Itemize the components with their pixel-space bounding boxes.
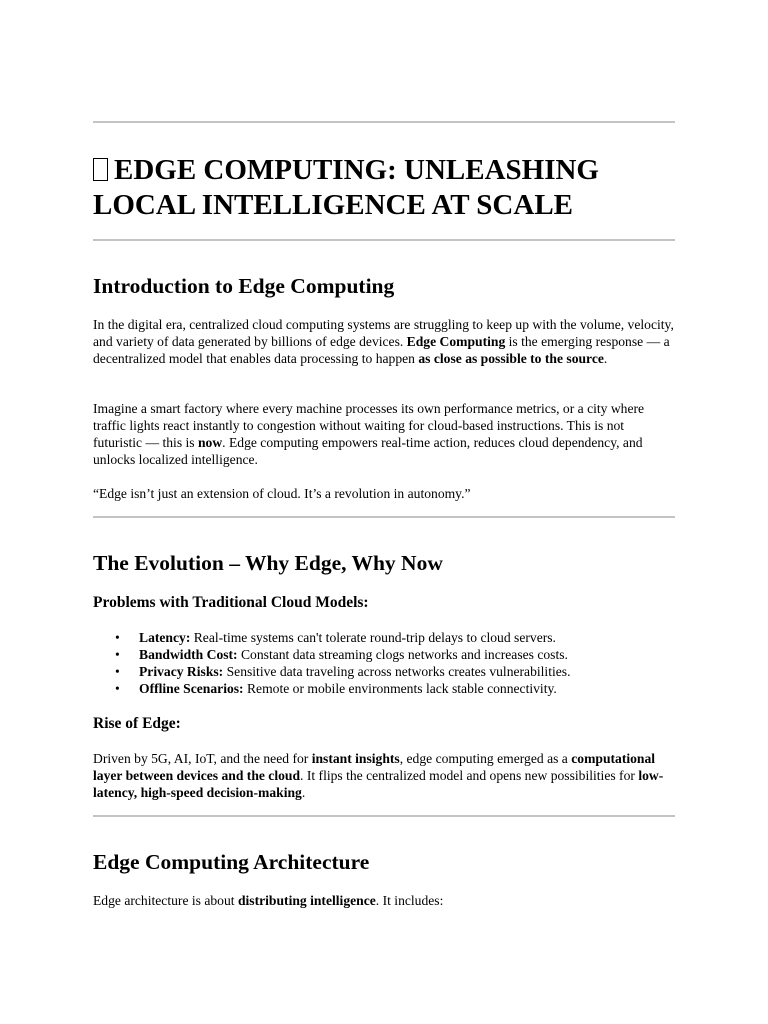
text-run: . It flips the centralized model and opens new possibilities for bbox=[300, 768, 639, 783]
list-item bbox=[93, 680, 571, 697]
section-heading-architecture: Edge Computing Architecture bbox=[93, 850, 370, 874]
bullet-label: Latency: bbox=[139, 630, 191, 645]
bold-run: as close as possible to the source bbox=[418, 351, 604, 366]
list-item bbox=[93, 646, 571, 663]
text-run: Driven by 5G, AI, IoT, and the need for bbox=[93, 751, 312, 766]
text-run: is the emerging response — a decentralized model that enables data processing to happen bbox=[93, 334, 670, 366]
bullet-text: Real-time systems can't tolerate round-trip delays to cloud servers. bbox=[190, 630, 556, 645]
bullet-icon: • bbox=[115, 681, 120, 696]
bullet-icon: • bbox=[115, 647, 120, 662]
bold-run: Edge Computing bbox=[406, 334, 506, 349]
bold-run: low-latency, high-speed decision-making bbox=[93, 768, 664, 800]
text-run: . It includes: bbox=[375, 893, 444, 908]
list-item bbox=[93, 663, 571, 680]
bullet-label: Offline Scenarios: bbox=[139, 681, 244, 696]
list-item bbox=[93, 629, 571, 646]
text-run: In the digital era, centralized cloud computing systems are struggling to keep up with the volume, velocity, and variety of data generated by billions of edge devices. bbox=[93, 317, 674, 349]
intro-quote: “Edge isn’t just an extension of cloud. It’s a revolution in autonomy.” bbox=[93, 486, 471, 501]
bold-run: computational layer between devices and the cloud bbox=[93, 751, 656, 783]
rise-paragraph bbox=[93, 750, 675, 801]
bullet-text: Remote or mobile environments lack stable connectivity. bbox=[243, 681, 557, 696]
bullet-label: Bandwidth Cost: bbox=[139, 647, 238, 662]
document-title-text: EDGE COMPUTING: UNLEASHING LOCAL INTELLIGENCE AT SCALE bbox=[93, 154, 599, 221]
bold-run: instant insights bbox=[311, 751, 400, 766]
horizontal-rule bbox=[93, 516, 675, 518]
text-run: , edge computing emerged as a bbox=[399, 751, 572, 766]
bold-run: distributing intelligence bbox=[237, 893, 376, 908]
section-heading-introduction: Introduction to Edge Computing bbox=[93, 274, 395, 298]
text-run: Imagine a smart factory where every machine processes its own performance metrics, or a city where traffic lights react instantly to congestion without waiting for cloud-based instructions. This is not futuristic — this is bbox=[93, 401, 645, 450]
bold-run: now bbox=[197, 435, 223, 450]
bullet-label: Privacy Risks: bbox=[139, 664, 224, 679]
bullet-text: Sensitive data traveling across networks creates vulnerabilities. bbox=[223, 664, 571, 679]
horizontal-rule bbox=[93, 815, 675, 817]
intro-paragraph-1 bbox=[93, 316, 675, 367]
text-run: . Edge computing empowers real-time action, reduces cloud dependency, and unlocks localized intelligence. bbox=[93, 435, 643, 467]
horizontal-rule bbox=[93, 239, 675, 241]
bullet-icon: • bbox=[115, 630, 120, 645]
architecture-paragraph bbox=[93, 892, 675, 909]
problems-list bbox=[93, 629, 571, 697]
subheading-problems: Problems with Traditional Cloud Models: bbox=[93, 594, 369, 611]
text-run: . bbox=[301, 785, 306, 800]
horizontal-rule bbox=[93, 121, 675, 123]
subheading-rise-of-edge: Rise of Edge: bbox=[93, 715, 181, 732]
text-run: Edge architecture is about bbox=[93, 893, 238, 908]
text-run: . bbox=[603, 351, 608, 366]
bullet-icon: • bbox=[115, 664, 120, 679]
document-title bbox=[93, 153, 675, 223]
bullet-text: Constant data streaming clogs networks and increases costs. bbox=[237, 647, 568, 662]
glyph-box-icon bbox=[93, 158, 108, 181]
intro-paragraph-2 bbox=[93, 400, 675, 468]
section-heading-evolution: The Evolution – Why Edge, Why Now bbox=[93, 551, 443, 575]
